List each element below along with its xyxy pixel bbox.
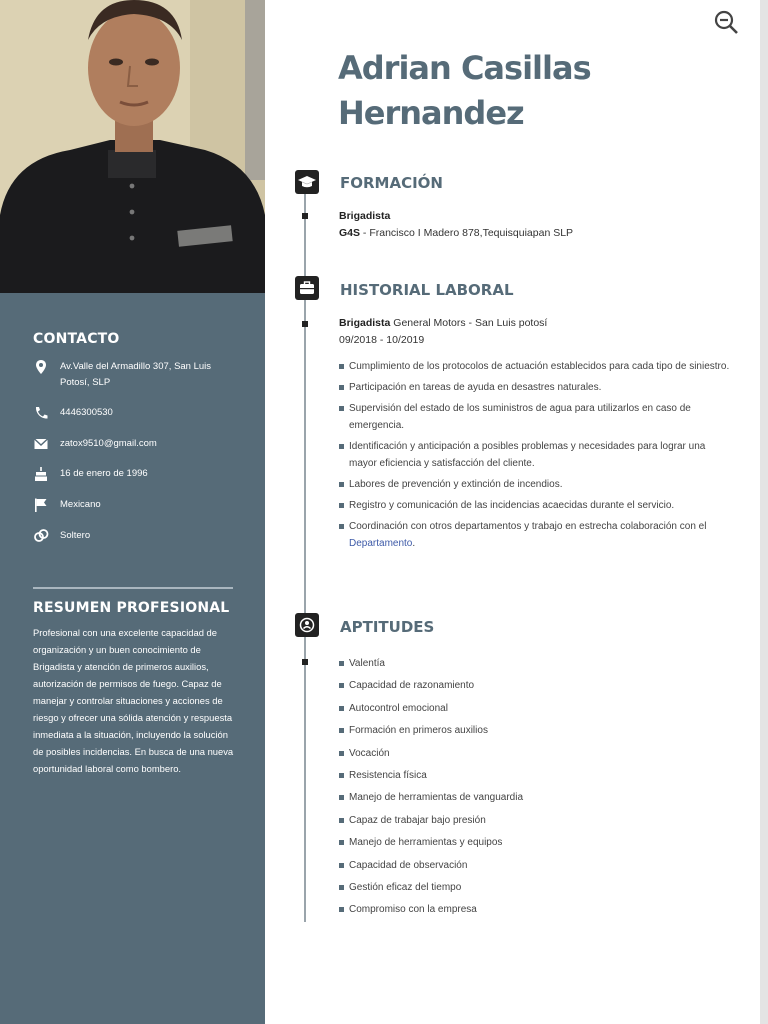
contact-marital-status xyxy=(33,528,238,544)
list-item: Identificación y anticipación a posibles problemas y necesidades para lograr una mayor eficiencia y satisfacción del cliente. xyxy=(339,438,734,472)
work-responsibilities xyxy=(339,358,734,556)
work-entry xyxy=(339,315,739,349)
name-line-2: Hernandez xyxy=(338,94,524,132)
contact-email[interactable] xyxy=(33,436,238,452)
birthday-cake-icon xyxy=(33,466,49,482)
sidebar-divider xyxy=(33,587,233,589)
list-item: Compromiso con la empresa xyxy=(339,901,734,918)
department-link[interactable]: Departamento xyxy=(349,538,413,549)
list-item: Cumplimiento de los protocolos de actuación establecidos para cada tipo de siniestro. xyxy=(339,358,734,375)
contact-address-text: Av.Valle del Armadillo 307, San Luis Potosí, SLP xyxy=(60,361,212,388)
summary-text: Profesional con una excelente capacidad de organización y un buen conocimiento de Brigadista y atención de primeros auxilios, autorización de permisos de fuego. Capaz de manejar y controlar situaciones y acciones de riesgo y ofrecer una sólida atención y respuesta inmediata a la situación, incluyendo la solución de posibles incidencias. En busca de una nueva oportunidad laboral como bombero. xyxy=(33,627,234,774)
contact-phone xyxy=(33,405,238,421)
profile-photo xyxy=(0,0,265,293)
contact-nationality-text: Mexicano xyxy=(60,499,101,510)
contact-birthdate xyxy=(33,466,238,482)
list-item: Autocontrol emocional xyxy=(339,700,734,717)
skills-list xyxy=(339,655,734,924)
viewer-edge xyxy=(760,0,768,1024)
summary-section xyxy=(33,600,238,777)
briefcase-icon xyxy=(295,276,319,300)
list-item: Capacidad de razonamiento xyxy=(339,677,734,694)
contact-address xyxy=(33,359,238,391)
contact-email-text: zatox9510@gmail.com xyxy=(60,438,157,449)
list-item xyxy=(339,518,734,552)
graduation-cap-icon xyxy=(295,170,319,194)
education-details: - Francisco I Madero 878,Tequisquiapan SLP xyxy=(360,227,574,239)
skills-icon xyxy=(295,613,319,637)
list-item: Participación en tareas de ayuda en desastres naturales. xyxy=(339,379,734,396)
list-item: Resistencia física xyxy=(339,767,734,784)
work-dates: 09/2018 - 10/2019 xyxy=(339,334,425,346)
education-heading: FORMACIÓN xyxy=(340,174,443,192)
contact-birthdate-text: 16 de enero de 1996 xyxy=(60,468,148,479)
list-item-text: Coordinación con otros departamentos y trabajo en estrecha colaboración con el xyxy=(349,521,707,532)
work-company: General Motors - San Luis potosí xyxy=(390,317,548,329)
phone-icon xyxy=(33,405,49,421)
education-entry xyxy=(339,208,739,242)
rings-icon xyxy=(33,528,49,544)
contact-heading: CONTACTO xyxy=(33,331,120,347)
timeline-marker xyxy=(302,213,308,219)
list-item: Formación en primeros auxilios xyxy=(339,722,734,739)
location-pin-icon xyxy=(33,359,49,375)
zoom-out-icon[interactable] xyxy=(712,8,740,36)
name-line-1: Adrian Casillas xyxy=(338,49,591,87)
list-item: Gestión eficaz del tiempo xyxy=(339,879,734,896)
candidate-name xyxy=(338,46,591,136)
sidebar xyxy=(0,0,265,1024)
education-institution: G4S xyxy=(339,227,361,239)
summary-heading: RESUMEN PROFESIONAL xyxy=(33,600,230,616)
list-item: Manejo de herramientas y equipos xyxy=(339,834,734,851)
list-item: Supervisión del estado de los suministros de agua para utilizarlos en caso de emergencia. xyxy=(339,400,734,434)
list-item: Capacidad de observación xyxy=(339,857,734,874)
mail-icon xyxy=(33,436,49,452)
education-title: Brigadista xyxy=(339,210,391,222)
contact-nationality xyxy=(33,497,238,513)
work-position: Brigadista xyxy=(339,317,391,329)
timeline-marker xyxy=(302,321,308,327)
contact-section xyxy=(33,331,238,544)
list-item-end: . xyxy=(412,538,416,549)
list-item: Vocación xyxy=(339,745,734,762)
list-item: Valentía xyxy=(339,655,734,672)
list-item: Capaz de trabajar bajo presión xyxy=(339,812,734,829)
work-heading: HISTORIAL LABORAL xyxy=(340,281,514,299)
list-item: Labores de prevención y extinción de incendios. xyxy=(339,476,734,493)
skills-heading: APTITUDES xyxy=(340,618,435,636)
contact-phone-text: 4446300530 xyxy=(60,407,113,418)
flag-icon xyxy=(33,497,49,513)
list-item: Manejo de herramientas de vanguardia xyxy=(339,789,734,806)
timeline-marker xyxy=(302,659,308,665)
list-item: Registro y comunicación de las incidencias acaecidas durante el servicio. xyxy=(339,497,734,514)
contact-marital-status-text: Soltero xyxy=(60,530,91,541)
